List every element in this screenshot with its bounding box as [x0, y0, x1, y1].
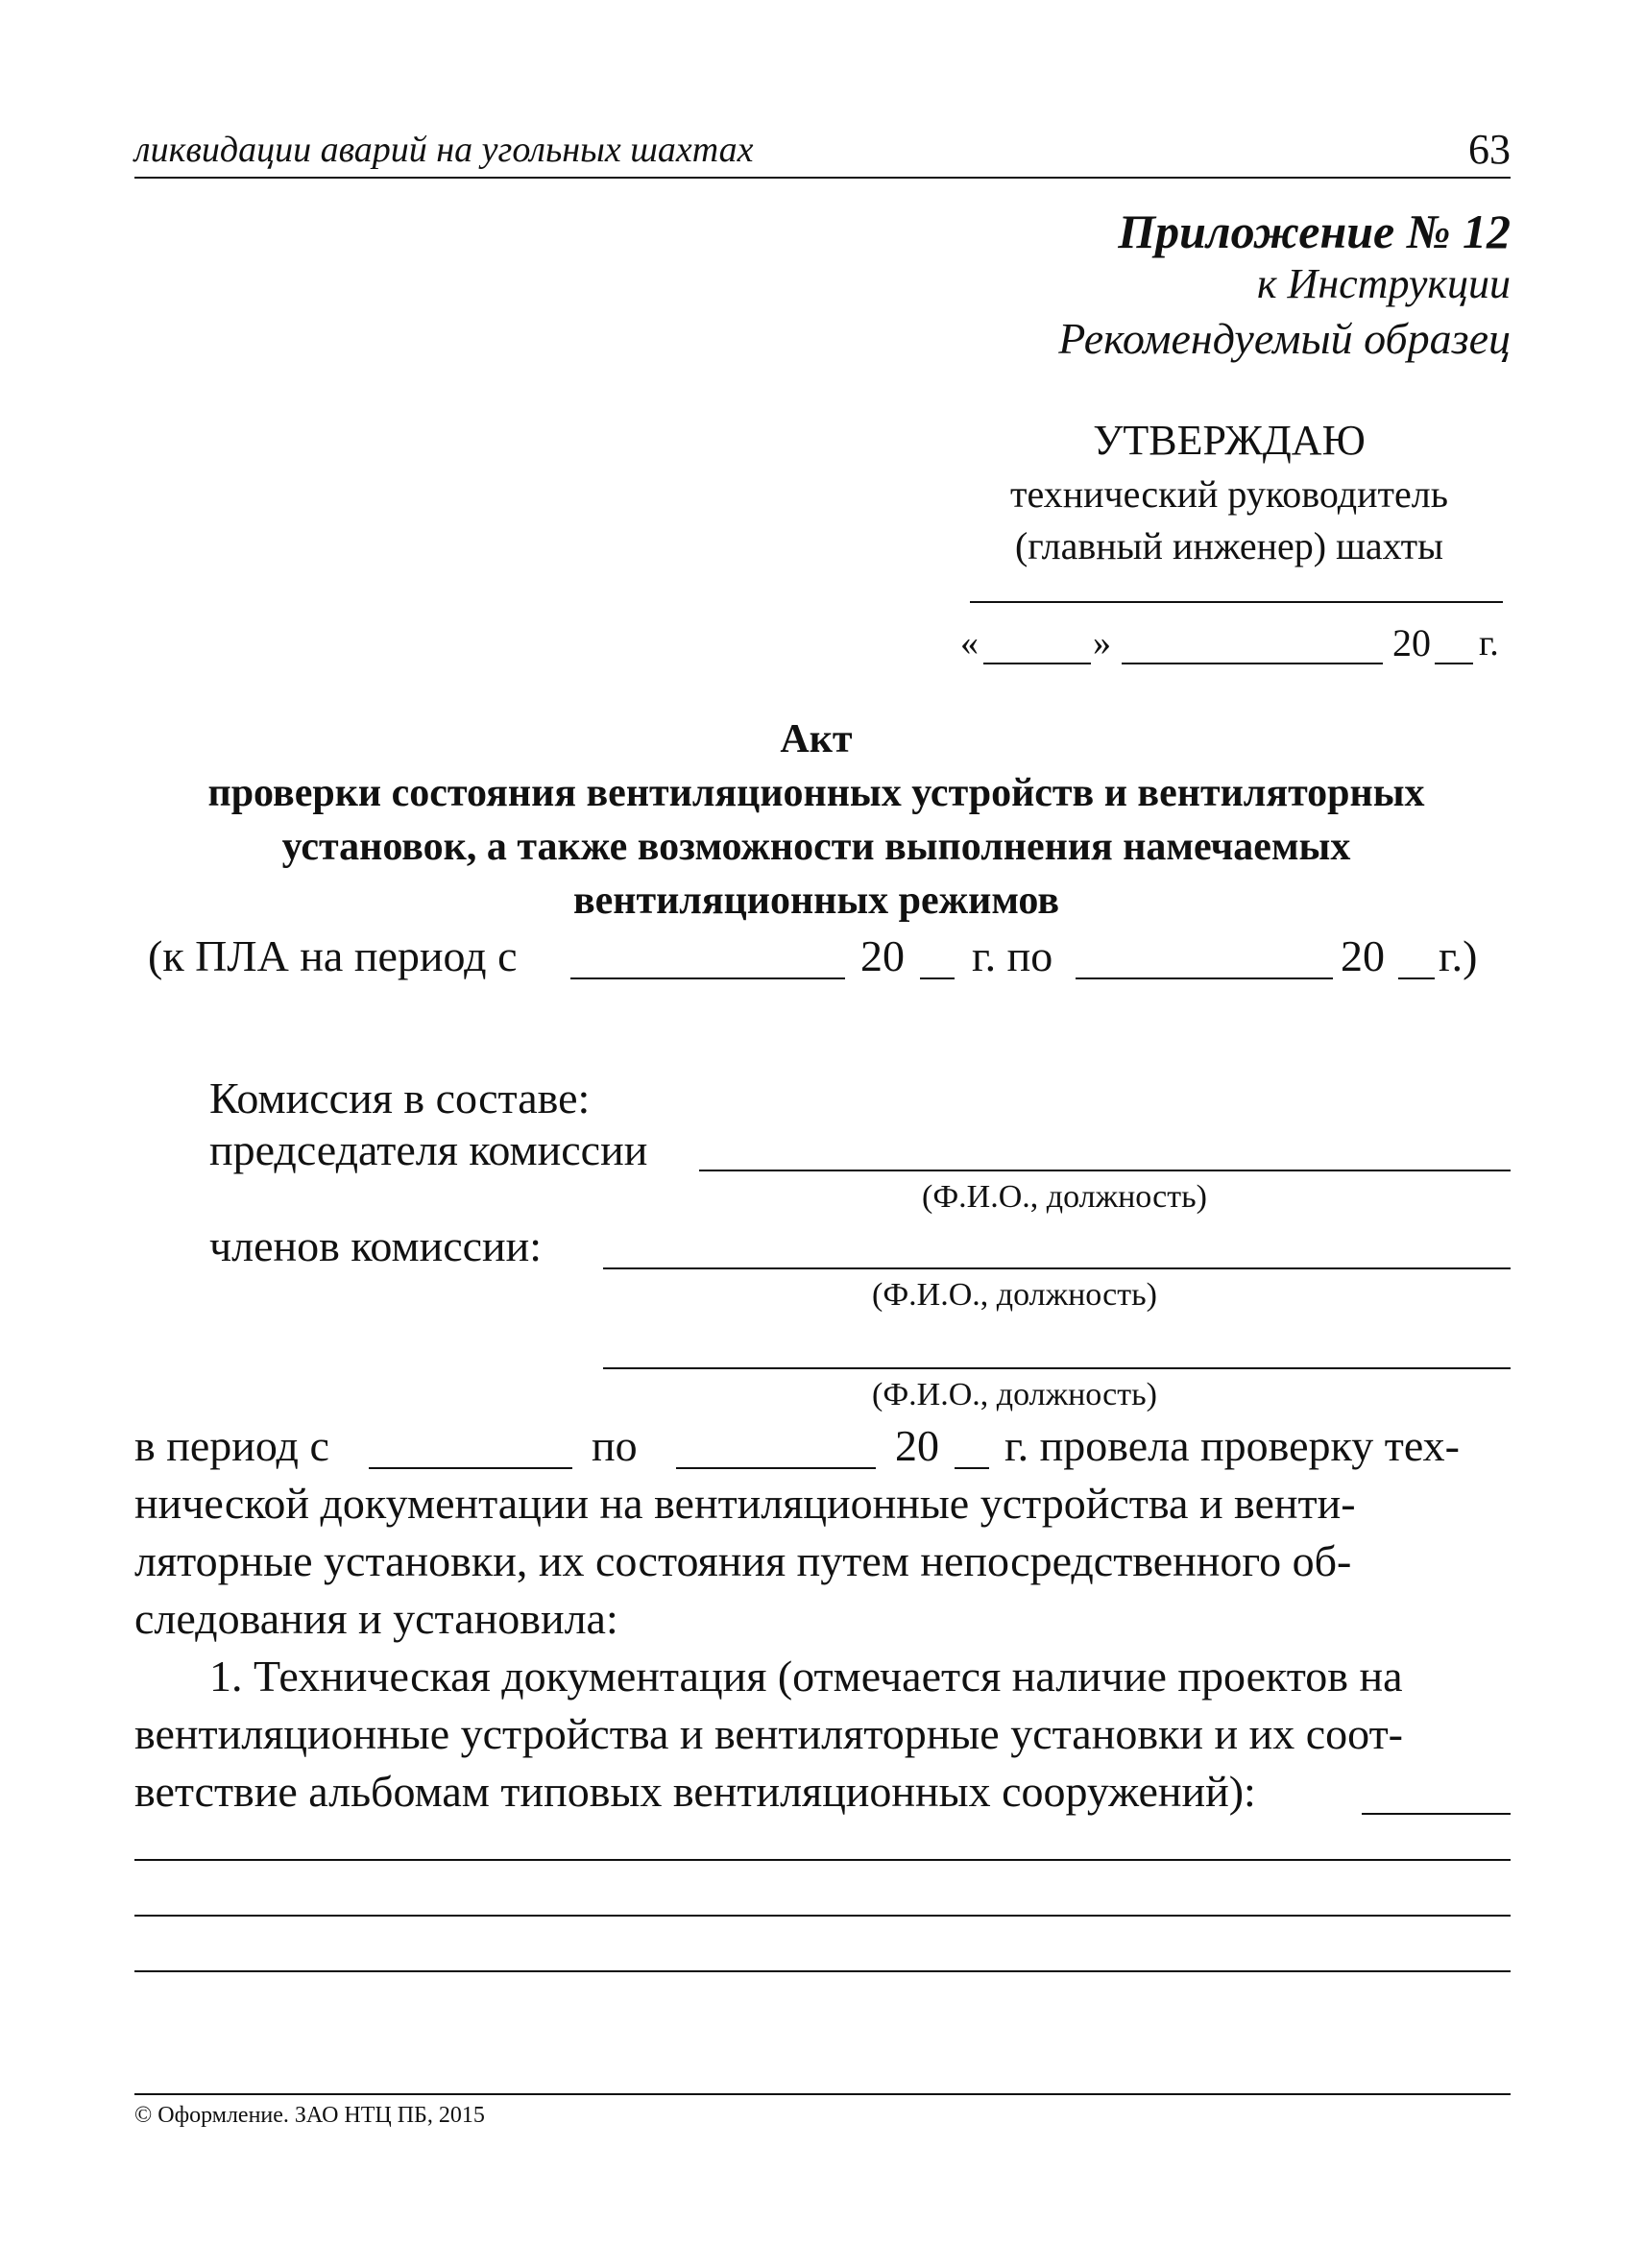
members-blank-2 [603, 1367, 1511, 1369]
period-start-blank [570, 977, 845, 979]
appendix-title: Приложение № 12 [1118, 205, 1511, 258]
period-close: г.) [1439, 931, 1478, 980]
period-year1-blank [920, 977, 955, 979]
body-from-blank [369, 1467, 572, 1469]
body-line2: нической документации на вентиляционные устройства и венти- [134, 1479, 1356, 1528]
item1-line3: ветствие альбомам типовых вентиляционных сооружений): [134, 1767, 1256, 1816]
commission-composition: Комиссия в составе: [209, 1074, 591, 1122]
period-to: г. по [972, 931, 1053, 980]
members-blank-1 [603, 1267, 1511, 1269]
item1-line2: вентиляционные устройства и вентиляторные установки и их соот- [134, 1709, 1403, 1758]
date-year-blank [1435, 663, 1473, 664]
signature-line [970, 601, 1503, 603]
act-subtitle-line1: проверки состояния вентиляционных устройств и вентиляторных [207, 771, 1425, 815]
chairman-blank [699, 1170, 1511, 1171]
footer-copyright: © Оформление. ЗАО НТЦ ПБ, 2015 [134, 2103, 485, 2128]
item1-inline-blank [1362, 1813, 1511, 1815]
item1-line1: 1. Техническая документация (отмечается наличие проектов на [209, 1652, 1403, 1701]
commission-members-label: членов комиссии: [209, 1221, 543, 1270]
date-quote-open: « [960, 623, 979, 664]
answer-blank-line-2 [134, 1915, 1511, 1917]
page-number: 63 [1468, 126, 1511, 173]
approval-word: УТВЕРЖДАЮ [1093, 417, 1366, 464]
members-fio-caption-1: (Ф.И.О., должность) [872, 1277, 1157, 1313]
body-year-blank [955, 1467, 989, 1469]
act-subtitle-line3: вентиляционных режимов [572, 879, 1060, 923]
body-period-from: в период с [134, 1421, 329, 1470]
running-title: ликвидации аварий на угольных шахтах [134, 130, 754, 170]
body-line3: ляторные установки, их состояния путем непосредственного об- [134, 1536, 1352, 1585]
period-year2-blank [1398, 977, 1435, 979]
date-year-suffix: г. [1479, 623, 1499, 664]
date-day-blank [983, 663, 1091, 664]
body-period-to: по [592, 1421, 638, 1470]
body-line4: следования и установила: [134, 1594, 618, 1643]
period-end-blank [1076, 977, 1333, 979]
period-year2: 20 [1341, 931, 1385, 980]
commission-chairman-label: председателя комиссии [209, 1125, 648, 1174]
body-line1-rest: г. провела проверку тех- [1004, 1421, 1460, 1470]
answer-blank-line-3 [134, 1970, 1511, 1972]
act-subtitle-line2: установок, а также возможности выполнения намечаемых [281, 825, 1351, 869]
act-title: Акт [780, 717, 853, 761]
members-fio-caption-2: (Ф.И.О., должность) [872, 1377, 1157, 1412]
footer-rule [134, 2093, 1511, 2095]
period-year1: 20 [860, 931, 905, 980]
date-quote-close: » [1093, 623, 1111, 664]
approval-position-line1: технический руководитель [1010, 472, 1448, 516]
answer-blank-line-1 [134, 1859, 1511, 1861]
approval-position-line2: (главный инженер) шахты [1014, 524, 1444, 567]
date-year-prefix: 20 [1392, 621, 1431, 664]
body-year-prefix: 20 [895, 1421, 939, 1470]
appendix-recommended: Рекомендуемый образец [1058, 314, 1511, 363]
appendix-instruction: к Инструкции [1256, 260, 1511, 307]
chairman-fio-caption: (Ф.И.О., должность) [922, 1179, 1207, 1215]
date-month-blank [1122, 663, 1383, 664]
header-rule [134, 177, 1511, 179]
period-open: (к ПЛА на период с [148, 931, 518, 980]
body-to-blank [676, 1467, 876, 1469]
